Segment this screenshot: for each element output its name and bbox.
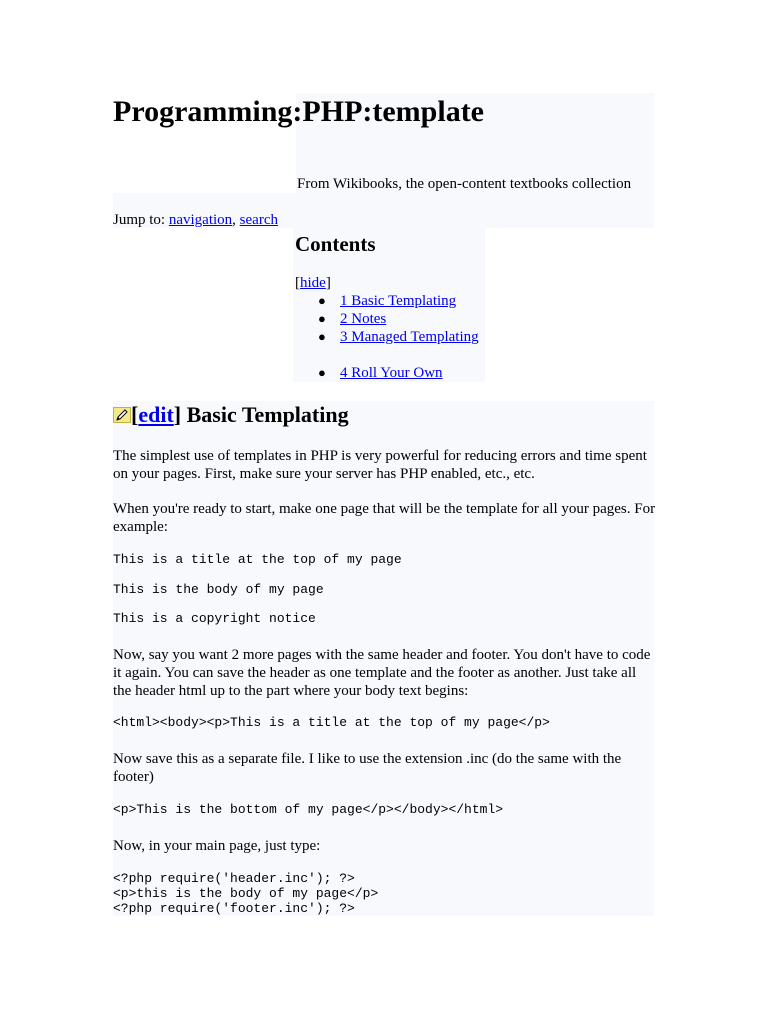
paragraph-separate-file: Now save this as a separate file. I like to use the extension .inc (do the same with the footer)	[113, 751, 622, 785]
paragraph-start: When you're ready to start, make one page that will be the template for all your pages. For example:	[113, 501, 656, 535]
code-footer-html: <p>This is the bottom of my page</p></body></html>	[113, 802, 504, 817]
bullet-icon: ●	[318, 293, 326, 308]
site-subtitle: From Wikibooks, the open-content textbooks collection	[297, 176, 632, 192]
toc-item[interactable]	[318, 365, 443, 382]
bullet-icon: ●	[318, 329, 326, 344]
paragraph-header-footer: Now, say you want 2 more pages with the same header and footer. You don't have to code it again. You can save the header as one template and the footer as another. Just take all the header html up to the part where your body text begins:	[113, 647, 651, 699]
code-copyright-line: This is a copyright notice	[113, 611, 316, 626]
code-body-line: This is the body of my page	[113, 582, 324, 597]
section-edit-link[interactable]: edit	[138, 402, 174, 427]
edit-close-bracket: ]	[173, 402, 182, 427]
jump-navigation-link[interactable]: navigation	[168, 212, 233, 228]
code-title-line: This is a title at the top of my page	[113, 552, 402, 567]
toc-toggle	[295, 275, 331, 292]
toc-item[interactable]	[318, 329, 479, 346]
bullet-icon: ●	[318, 311, 326, 326]
code-header-html: <html><body><p>This is a title at the top of my page</p>	[113, 715, 550, 730]
page-title: Programming:PHP:template	[113, 95, 485, 128]
toc-link-roll-your-own[interactable]: 4 Roll Your Own	[340, 365, 443, 381]
edit-open-bracket: [	[131, 402, 139, 427]
jump-to	[113, 212, 278, 229]
paragraph-intro: The simplest use of templates in PHP is very powerful for reducing errors and time spent on your pages. First, make sure your server has PHP enabled, etc., etc.	[113, 448, 647, 482]
toc-link-notes[interactable]: 2 Notes	[340, 311, 387, 327]
toc-heading: Contents	[295, 232, 376, 256]
toc-item[interactable]	[318, 293, 457, 310]
paragraph-main-page: Now, in your main page, just type:	[113, 838, 321, 854]
section-heading	[113, 401, 349, 429]
jump-to-label: Jump to:	[113, 212, 169, 228]
jump-separator: ,	[232, 212, 240, 228]
section-heading-text: Basic Templating	[181, 402, 349, 427]
toc-link-basic-templating[interactable]: 1 Basic Templating	[340, 293, 457, 309]
toc-open-bracket: [	[295, 275, 300, 291]
toc-item[interactable]	[318, 311, 387, 328]
toc-link-managed-templating[interactable]: 3 Managed Templating	[340, 329, 479, 345]
code-require-block: <?php require('header.inc'); ?> <p>this is the body of my page</p> <?php require('footer.inc'); ?>	[113, 871, 379, 916]
toc-close-bracket: ]	[325, 275, 331, 291]
edit-pencil-icon[interactable]	[113, 407, 131, 423]
toc-hide-link[interactable]: hide	[300, 275, 326, 291]
jump-search-link[interactable]: search	[239, 212, 278, 228]
bullet-icon: ●	[318, 365, 326, 380]
